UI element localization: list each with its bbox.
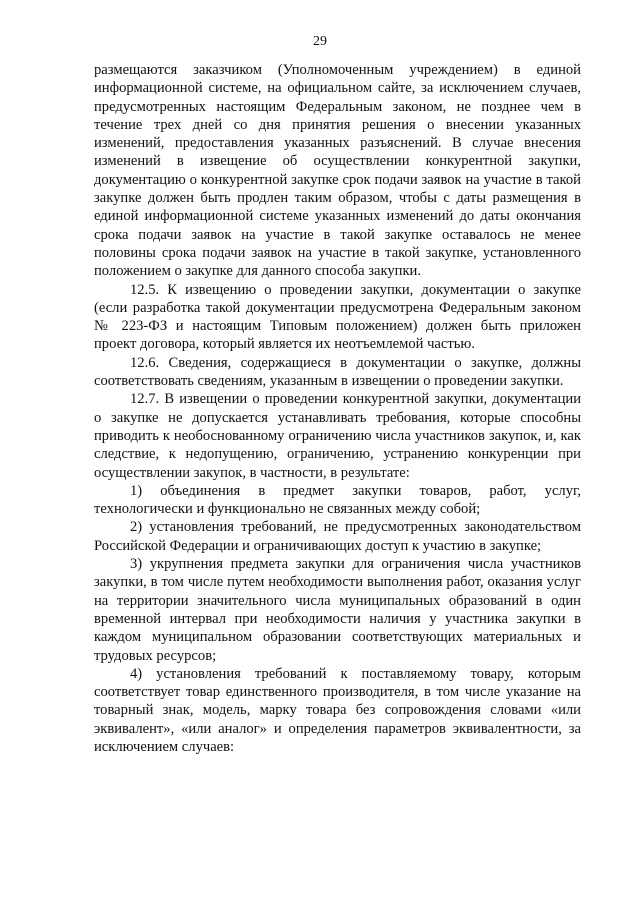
paragraph-continuation: размещаются заказчиком (Уполномоченным учреждением) в единой информационной системе, на официальном сайте, за исключением случаев, предусмотренных настоящим Федеральным законом, не позднее чем в течение трех дней со дня принятия решения о внесении указанных изменений, предоставления указанных разъяснений. В случае внесения изменений в извещение об осуществлении конкурентной закупки, документацию о конкурентной закупке срок подачи заявок на участие в такой закупке должен быть продлен таким образом, чтобы с даты размещения в единой информационной системе указанных изменений до даты окончания срока подачи заявок на участие в такой закупке оставалось не менее половины срока подачи заявок на участие в такой закупке, установленного положением о закупке для данного способа закупки. xyxy=(94,62,581,280)
list-item-2: 2) установления требований, не предусмотренных законодательством Российской Федерации и ограничивающих доступ к участию в закупке; xyxy=(94,519,581,554)
paragraph-12-7: 12.7. В извещении о проведении конкурентной закупки, документации о закупке не допускается устанавливать требования, которые способны приводить к необоснованному ограничению числа участников закупок, и, как следствие, к недопущению, ограничению, устранению конкуренции при осуществлении закупок, в частности, в результате: xyxy=(94,391,581,481)
paragraph-12-6: 12.6. Сведения, содержащиеся в документации о закупке, должны соответствовать сведениям, указанным в извещении о проведении закупки. xyxy=(94,354,581,390)
paragraph-12-5: 12.5. К извещению о проведении закупки, документации о закупке (если разработка такой документации предусмотрена Федеральным законом № 223-ФЗ и настоящим Типовым положением) должен быть приложен проект договора, который является их неотъемлемой частью. xyxy=(94,281,581,353)
document-body xyxy=(94,61,581,756)
page-number: 29 xyxy=(313,34,327,49)
list-item-4: 4) установления требований к поставляемому товару, которым соответствует товар единственного производителя, в том числе указание на товарный знак, модель, марку товара без сопровождения словами «или эквивалент», «или аналог» и определения параметров эквивалентности, за исключением случаев: xyxy=(94,665,581,755)
list-item-3: 3) укрупнения предмета закупки для ограничения числа участников закупки, в том числе путем необходимости выполнения работ, оказания услуг на территории значительного числа муниципальных образований в один временной интервал при необходимости наличия у участника закупки в каждом муниципальном образовании соответствующих материальных и трудовых ресурсов; xyxy=(94,556,581,664)
list-item-1: 1) объединения в предмет закупки товаров, работ, услуг, технологически и функционально не связанных между собой; xyxy=(94,482,581,518)
